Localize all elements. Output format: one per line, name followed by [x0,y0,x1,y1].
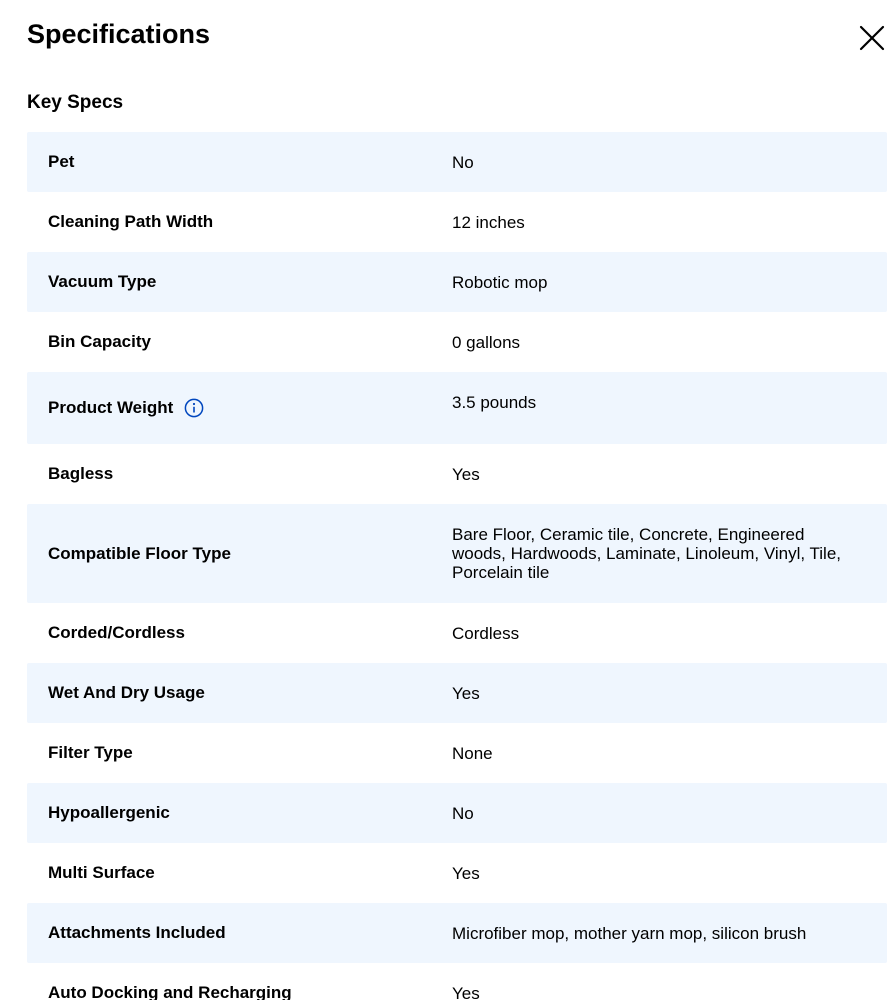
spec-row-wet-and-dry-usage [27,663,887,723]
close-icon [858,24,886,52]
spec-row-filter-type [27,723,887,783]
spec-label: Corded/Cordless [48,623,185,642]
spec-row-corded-cordless [27,603,887,663]
spec-table [27,132,887,1000]
close-button[interactable] [858,24,886,52]
spec-row-bagless [27,444,887,504]
spec-value: Bare Floor, Ceramic tile, Concrete, Engineered woods, Hardwoods, Laminate, Linoleum, Vinyl, Tile, Porcelain tile [452,525,841,582]
spec-value: No [452,152,474,172]
spec-value: Robotic mop [452,272,548,292]
spec-label: Attachments Included [48,923,226,942]
spec-row-hypoallergenic [27,783,887,843]
spec-value: 12 inches [452,212,525,232]
spec-value: Yes [452,683,480,703]
spec-label: Multi Surface [48,863,155,882]
spec-value: Yes [452,983,480,1000]
spec-label: Pet [48,152,75,171]
spec-label: Bin Capacity [48,332,151,351]
section-title-key-specs: Key Specs [27,92,124,113]
spec-label: Vacuum Type [48,272,157,291]
spec-value: None [452,743,493,763]
spec-label: Wet And Dry Usage [48,683,205,702]
spec-row-compatible-floor-type [27,504,887,603]
spec-label: Compatible Floor Type [48,543,231,563]
spec-label: Hypoallergenic [48,803,170,822]
spec-row-pet [27,132,887,192]
page-title: Specifications [27,19,211,49]
spec-label: Filter Type [48,743,133,762]
spec-label-wrap [27,372,452,444]
spec-label: Cleaning Path Width [48,212,214,231]
spec-row-multi-surface [27,843,887,903]
spec-value: Cordless [452,623,520,643]
spec-value: 0 gallons [452,332,521,352]
spec-value: Yes [452,863,480,883]
spec-label: Product Weight [48,398,174,417]
spec-row-auto-docking [27,963,887,1000]
spec-value: Microfiber mop, mother yarn mop, silicon brush [452,923,807,943]
spec-row-attachments-included [27,903,887,963]
spec-value: No [452,803,474,823]
spec-label: Auto Docking and Recharging [48,983,292,1000]
spec-value: 3.5 pounds [452,393,537,412]
spec-row-vacuum-type [27,252,887,312]
spec-row-bin-capacity [27,312,887,372]
spec-value: Yes [452,464,480,484]
spec-row-product-weight [27,372,887,444]
spec-label: Bagless [48,464,114,483]
spec-row-cleaning-path-width [27,192,887,252]
info-icon[interactable] [184,398,204,418]
